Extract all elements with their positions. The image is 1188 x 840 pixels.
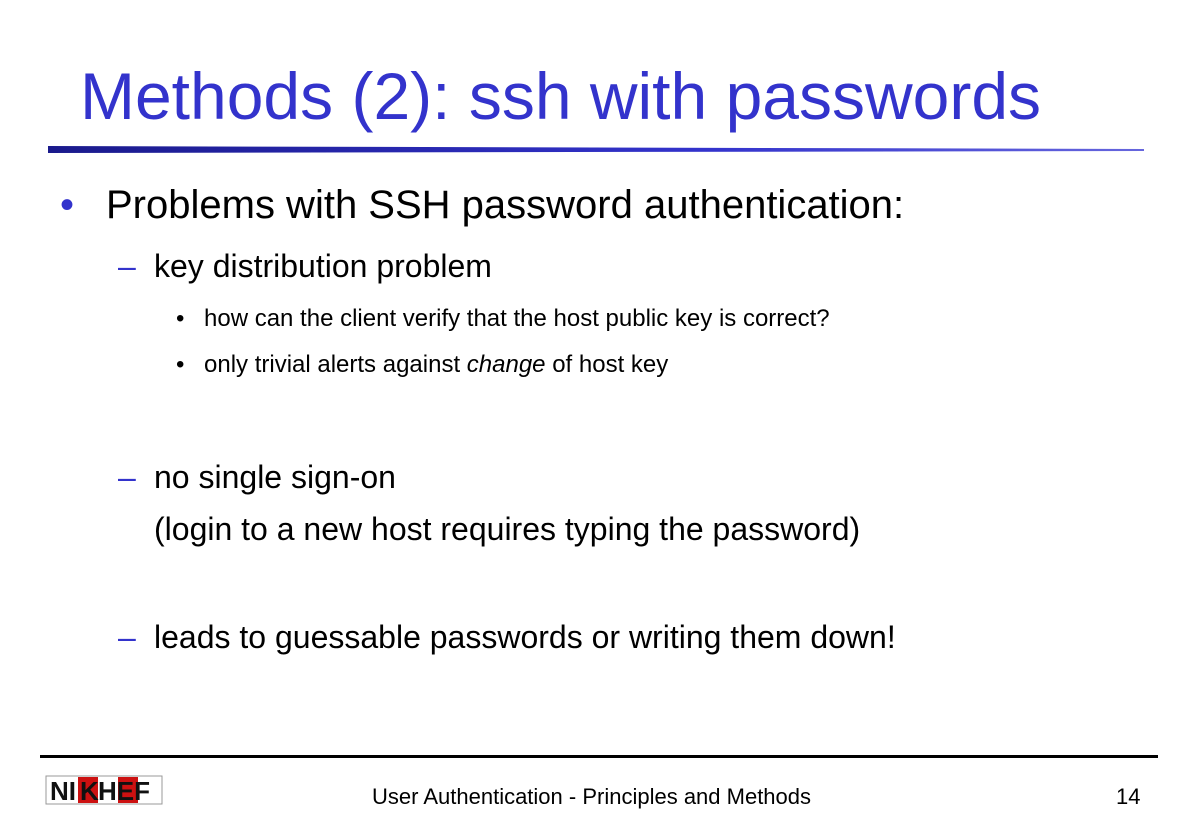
sub-item-text: (login to a new host requires typing the password) [154, 511, 861, 547]
bullet-dot: • [176, 351, 185, 378]
dash-marker: – [118, 248, 136, 284]
sub-sub-item-text: only trivial alerts against change of host key [204, 351, 669, 378]
svg-text:NI: NI [50, 776, 76, 806]
sub-sub-item-text: how can the client verify that the host public key is correct? [204, 305, 830, 332]
emphasis-text: change [466, 351, 546, 378]
slide-title: Methods (2): ssh with passwords [80, 59, 1042, 133]
svg-text:K: K [80, 776, 99, 806]
footer-divider [40, 755, 1158, 758]
sub-item-text: leads to guessable passwords or writing them down! [154, 619, 896, 655]
title-underline [48, 143, 1144, 157]
footer-title: User Authentication - Principles and Methods [372, 784, 812, 809]
nikhef-logo [44, 772, 164, 808]
bullet-dot: • [176, 305, 185, 332]
dash-marker: – [118, 459, 136, 495]
svg-text:HEF: HEF [98, 776, 150, 806]
page-number: 14 [1116, 784, 1141, 809]
main-bullet-text: Problems with SSH password authentication: [106, 183, 905, 227]
sub-item-text: no single sign-on [154, 459, 396, 495]
sub-item-text: key distribution problem [154, 248, 492, 284]
bullet-dot: • [60, 183, 75, 227]
dash-marker: – [118, 619, 136, 655]
